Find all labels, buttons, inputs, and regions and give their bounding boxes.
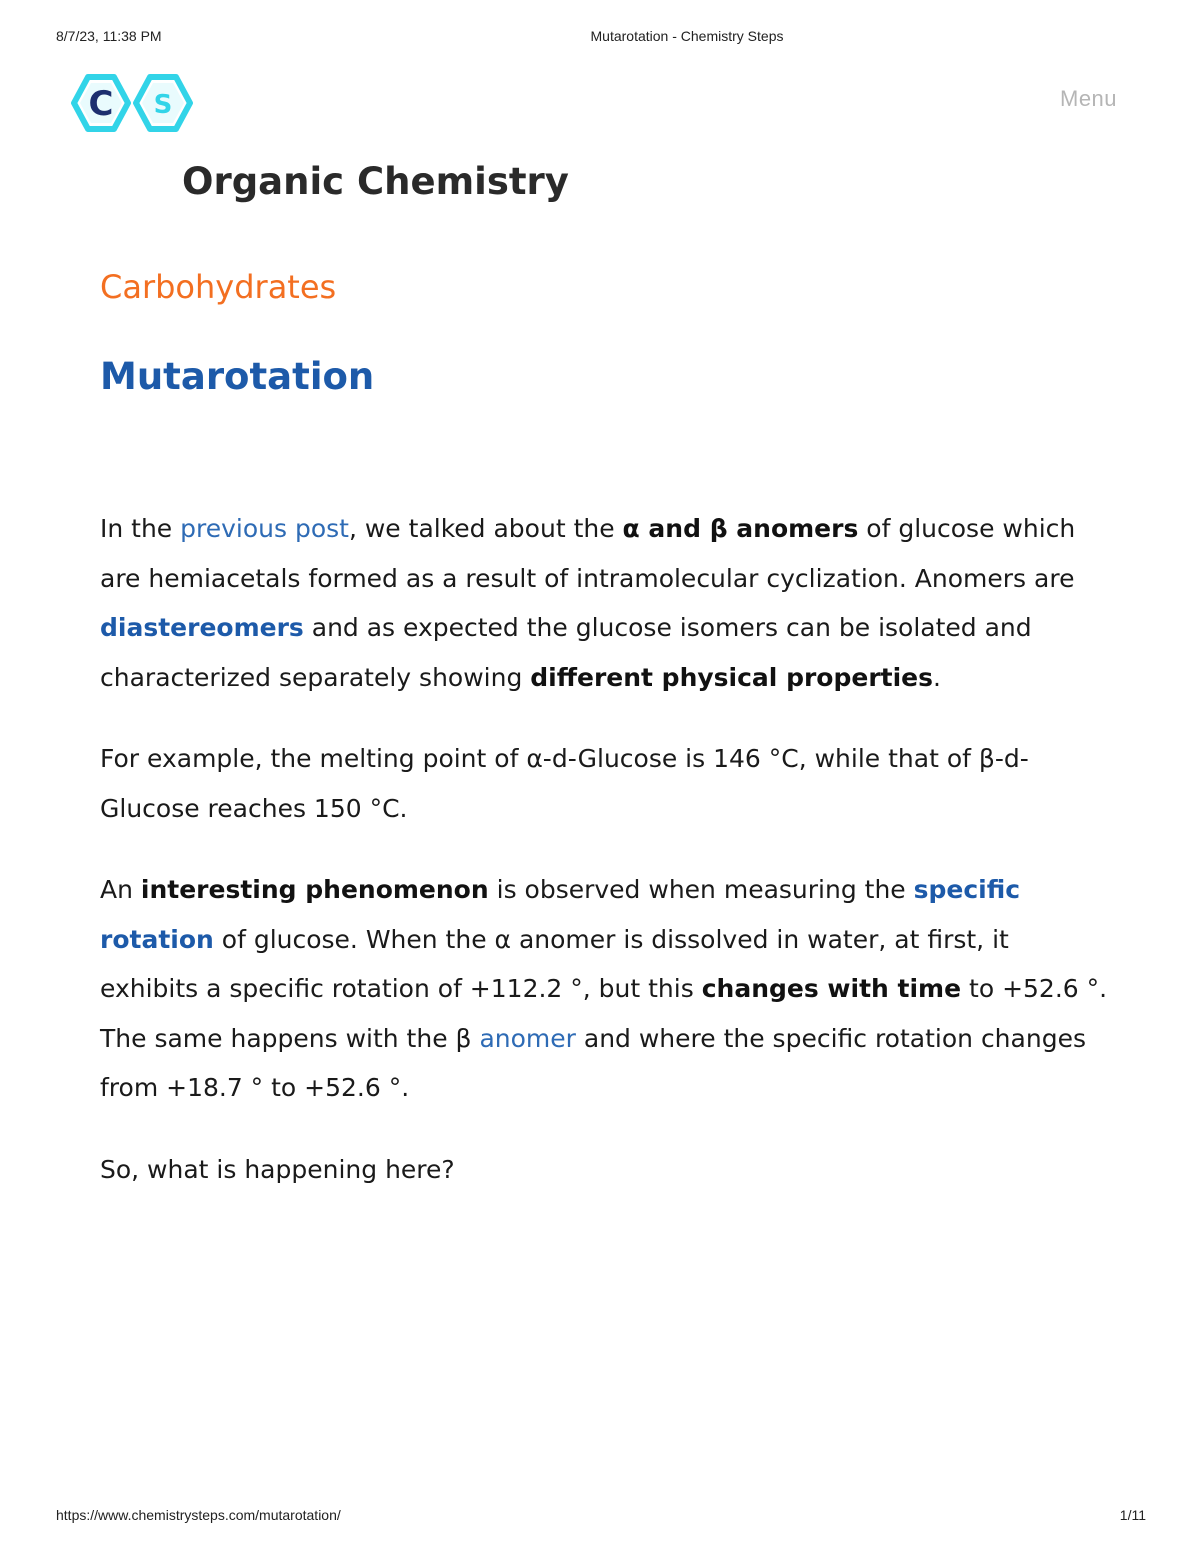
text-segment: .	[933, 662, 941, 692]
previous-post-link[interactable]: previous post	[180, 514, 349, 543]
bold-changes-with-time: changes with time	[701, 974, 962, 1003]
paragraph-specific-rotation	[100, 865, 1110, 1113]
paragraph-anomers	[100, 504, 1110, 702]
page-title: Mutarotation	[100, 355, 375, 398]
print-page-number: 1/11	[1119, 1507, 1146, 1523]
paragraph-question: So, what is happening here?	[100, 1154, 455, 1184]
bold-physical-properties: different physical properties	[530, 662, 934, 692]
print-url: https://www.chemistrysteps.com/mutarotation/	[56, 1507, 341, 1523]
logo-letter-c: C	[88, 84, 114, 124]
text-segment: and as expected the glucose isomers can be isolated and characterized separately showing	[100, 613, 1032, 692]
text-segment: of glucose which are hemiacetals formed as a result of intramolecular cyclization. Anomers are	[100, 514, 1076, 593]
text-segment: of glucose. When the α anomer is dissolved in water, at first, it exhibits a specific rotation of +112.2 °, but this	[100, 924, 1009, 1003]
menu-button[interactable]: Menu	[1060, 86, 1118, 111]
diastereomers-link[interactable]: diastereomers	[100, 613, 304, 642]
article-body	[100, 504, 1110, 1226]
text-segment: is observed when measuring the	[488, 875, 914, 904]
text-segment: , we talked about the	[348, 514, 623, 543]
text-segment: In the	[100, 514, 181, 543]
paragraph-melting-point: For example, the melting point of α-d-Glucose is 146 °C, while that of β-d-Glucose reaches 150 °C.	[100, 744, 1029, 823]
text-segment: An	[100, 875, 141, 904]
logo-letter-s: S	[153, 90, 173, 120]
text-segment: to +52.6 °. The same happens with the β	[100, 974, 1108, 1053]
site-logo[interactable]	[64, 68, 200, 138]
print-datetime: 8/7/23, 11:38 PM	[56, 28, 162, 44]
text-segment: and where the specific rotation changes from +18.7 ° to +52.6 °.	[100, 1023, 1086, 1102]
bold-anomers: α and β anomers	[622, 514, 859, 543]
print-header	[0, 28, 1200, 50]
breadcrumb-carbohydrates-link[interactable]: Carbohydrates	[100, 268, 337, 306]
print-footer	[0, 1507, 1200, 1529]
anomer-link[interactable]: anomer	[479, 1023, 576, 1053]
print-document-title: Mutarotation - Chemistry Steps	[590, 28, 784, 44]
bold-interesting-phenomenon: interesting phenomenon	[140, 875, 489, 904]
logo-hexagon-s	[136, 77, 190, 129]
specific-rotation-link[interactable]: specific rotation	[100, 875, 1021, 954]
logo-hexagon-c	[74, 77, 128, 129]
category-heading: Organic Chemistry	[182, 160, 569, 203]
